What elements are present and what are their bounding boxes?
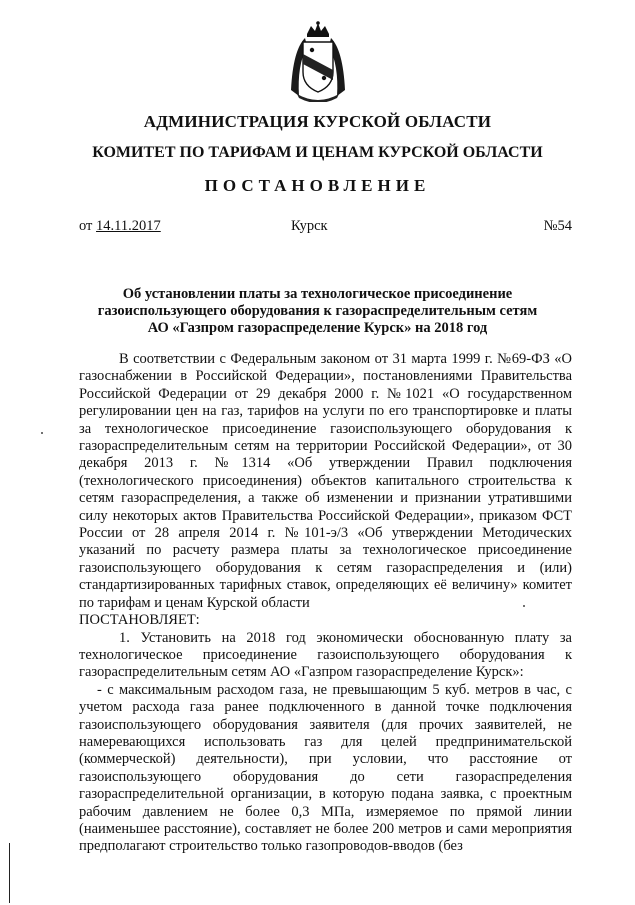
document-body: [79, 351, 572, 856]
date-prefix: от: [79, 218, 93, 234]
coat-of-arms-icon: [287, 20, 349, 102]
scan-speck: [523, 605, 525, 607]
item-1-paragraph: 1. Установить на 2018 год экономически обоснованную плату за технологическое присоединение газоиспользующего оборудования к газораспределительным сетям АО «Газпром газораспределение Курск»:: [79, 629, 572, 681]
document-city: Курск: [291, 218, 328, 234]
administration-heading: АДМИНИСТРАЦИЯ КУРСКОЙ ОБЛАСТИ: [143, 112, 492, 131]
title-line: АО «Газпром газораспределение Курск» на 2018 год: [147, 320, 488, 336]
title-line: Об установлении платы за технологическое присоединение: [122, 286, 513, 302]
item-1-subparagraph: - с максимальным расходом газа, не превышающим 5 куб. метров в час, с учетом расхода газа ранее подключенного в данной точке подключения газоиспользующего оборудования заявителя (для прочих заявителей, не намеревающихся использовать газ для целей предпринимательской (коммерческой) деятельности), при условии, что расстояние от газоиспользующего оборудования до сети газораспределения газораспределительной организации, в которую подана заявка, с проектным рабочим давлением не более 0,3 МПа, измеряемое по прямой линии (наименьшее расстояние), составляет не более 200 метров и сами мероприятия предполагают строительство только газопроводов-вводов (без: [79, 681, 572, 855]
document-title: [60, 286, 575, 337]
decree-word: ПОСТАНОВЛЯЕТ:: [79, 612, 200, 629]
document-meta-row: [79, 218, 572, 238]
document-date: [79, 218, 161, 235]
scan-margin-line: [9, 843, 10, 903]
document-number: №54: [543, 218, 572, 234]
preamble-paragraph: В соответствии с Федеральным законом от 31 марта 1999 г. №69-ФЗ «О газоснабжении в Российской Федерации», постановлениями Правительства Российской Федерации от 29 декабря 2000 г. №1021 «О государственном регулировании цен на газ, тарифов на услуги по его транспортировке и платы за технологическое присоединение газоиспользующего оборудования к газораспределительным сетям на территории Российской Федерации», от 30 декабря 2013 г. №1314 «Об утверждении Правил подключения (технологического присоединения) объектов капитального строительства к сетям газораспределения, а также об изменении и признании утратившими силу некоторых актов Правительства Российской Федерации», приказом ФСТ России от 28 апреля 2014 г. №101-э/3 «Об утверждении Методических указаний по расчету размера платы за технологическое присоединение газоиспользующего оборудования к сетям газораспределения и (или) стандартизированных тарифных ставок, определяющих её величину» комитет по тарифам и ценам Курской области: [79, 351, 572, 611]
committee-heading: КОМИТЕТ ПО ТАРИФАМ И ЦЕНАМ КУРСКОЙ ОБЛАСТИ: [92, 144, 543, 161]
scan-speck: [41, 432, 43, 434]
date-value: 14.11.2017: [96, 218, 161, 234]
title-line: газоиспользующего оборудования к газораспределительным сетям: [97, 303, 538, 319]
document-type-heading: ПОСТАНОВЛЕНИЕ: [204, 176, 431, 195]
